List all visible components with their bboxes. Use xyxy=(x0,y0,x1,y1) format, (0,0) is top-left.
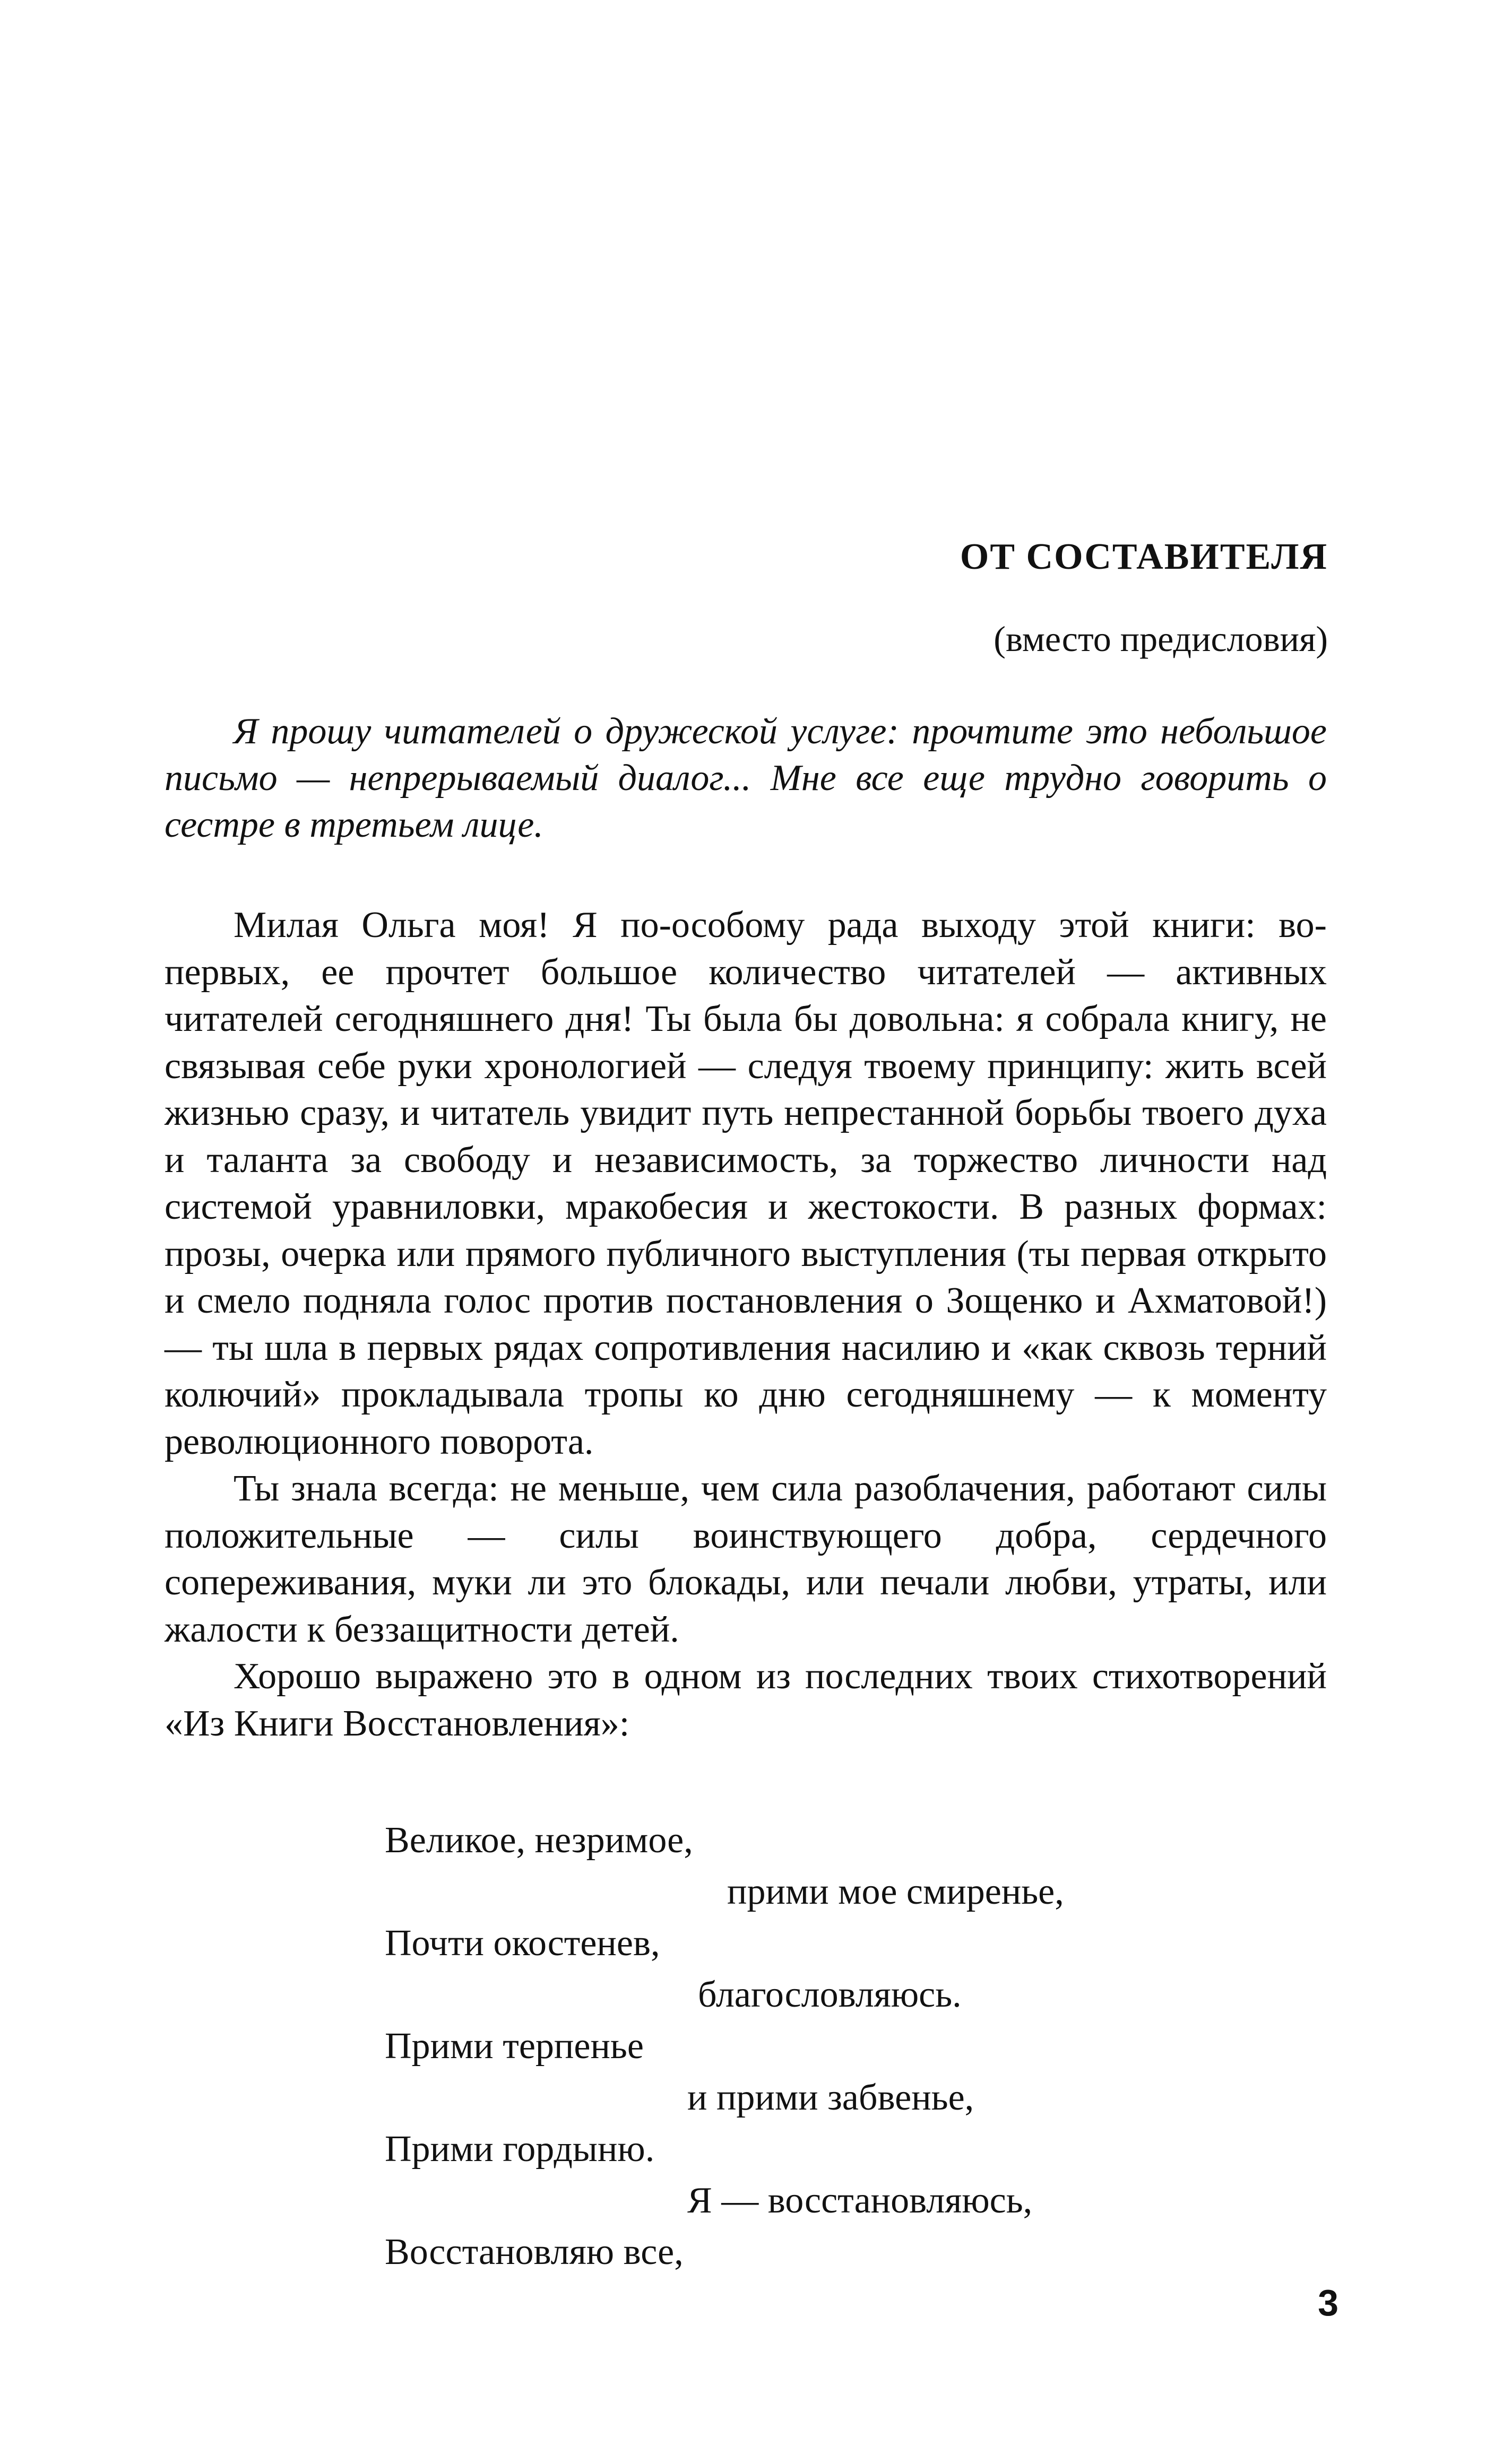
epigraph: Я прошу читателей о дружеской услуге: прочтите это небольшое письмо — непрерываемый диалог... Мне все еще трудно говорить о сестре в третьем лице. xyxy=(165,711,1327,845)
poem-line: Почти окостенев, xyxy=(385,1923,660,1964)
poem xyxy=(385,1815,1181,2278)
body-text xyxy=(165,902,1327,1747)
paragraph-3: Хорошо выражено это в одном из последних твоих стихотворений «Из Книги Восстановления»: xyxy=(165,1656,1327,1744)
poem-line: Прими терпенье xyxy=(385,2026,644,2067)
paragraph-2: Ты знала всегда: не меньше, чем сила разоблачения, работают силы положительные — силы воинствующего добра, сердечного сопереживания, муки ли это блокады, или печали любви, утраты, или жалости к беззащитности детей. xyxy=(165,1468,1327,1650)
poem-line: Великое, незримое, xyxy=(385,1820,693,1861)
poem-line: благословляюсь. xyxy=(698,1974,962,2015)
page-number: 3 xyxy=(1318,2282,1338,2323)
poem-line: и прими забвенье, xyxy=(687,2077,974,2118)
poem-line: Восстановляю все, xyxy=(385,2232,684,2272)
page-subtitle: (вместо предисловия) xyxy=(994,619,1328,659)
poem-line: прими мое смиренье, xyxy=(727,1871,1064,1912)
page-title: ОТ СОСТАВИТЕЛЯ xyxy=(960,536,1328,577)
poem-line: Я — восстановляюсь, xyxy=(687,2180,1033,2221)
poem-line: Прими гордыню. xyxy=(385,2129,655,2170)
paragraph-1: Милая Ольга моя! Я по-особому рада выходу этой книги: во-первых, ее прочтет большое количество читателей — активных читателей сегодняшнего дня! Ты была бы довольна: я собрала книгу, не связывая себе руки хронологией — следуя твоему принципу: жить всей жизнью сразу, и читатель увидит путь непрестанной борьбы твоего духа и таланта за свободу и независимость, за торжество личности над системой уравниловки, мракобесия и жестокости. В разных формах: прозы, очерка или прямого публичного выступления (ты первая открыто и смело подняла голос против постановления о Зощенко и Ахматовой!) — ты шла в первых рядах сопротивления насилию и «как сквозь терний колючий» прокладывала тропы ко дню сегодняшнему — к моменту революционного поворота. xyxy=(165,905,1327,1462)
